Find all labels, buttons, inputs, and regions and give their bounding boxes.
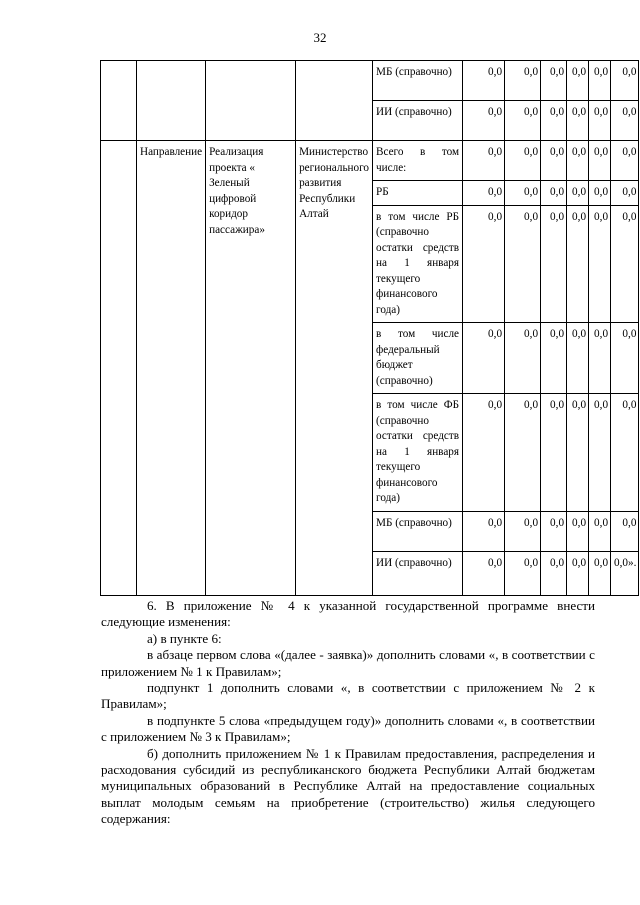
value-cell: 0,0 <box>611 511 639 551</box>
page-number: 32 <box>313 30 327 45</box>
value-cell: 0,0 <box>463 511 505 551</box>
value-cell: 0,0 <box>611 394 639 512</box>
executor-cell: Министерство регионального развития Республики Алтай <box>296 141 373 596</box>
funding-source-label: в том числе ФБ (справочно остатки средств на 1 января текущего финансового года) <box>373 394 463 512</box>
empty-cell <box>296 61 373 141</box>
body-text <box>101 598 595 828</box>
value-cell: 0,0 <box>589 205 611 323</box>
value-cell: 0,0 <box>567 394 589 512</box>
funding-source-label: ИИ (справочно) <box>373 101 463 141</box>
value-cell: 0,0 <box>611 181 639 206</box>
value-cell: 0,0 <box>589 141 611 181</box>
funding-source-label: Всего в том числе: <box>373 141 463 181</box>
value-cell: 0,0 <box>505 394 541 512</box>
value-cell: 0,0 <box>505 101 541 141</box>
value-cell: 0,0 <box>541 141 567 181</box>
paragraph-4: подпункт 1 дополнить словами «, в соответствии с приложением № 2 к Правилам»; <box>101 680 595 712</box>
value-cell: 0,0 <box>611 61 639 101</box>
empty-cell <box>101 141 137 596</box>
value-cell: 0,0 <box>611 323 639 394</box>
empty-cell <box>137 61 206 141</box>
value-cell: 0,0 <box>589 323 611 394</box>
value-cell: 0,0 <box>567 205 589 323</box>
value-cell: 0,0 <box>567 323 589 394</box>
value-cell: 0,0 <box>541 551 567 595</box>
value-cell: 0,0 <box>505 205 541 323</box>
value-cell: 0,0 <box>541 511 567 551</box>
activity-type-cell: Направление <box>137 141 206 596</box>
funding-source-label: МБ (справочно) <box>373 511 463 551</box>
value-cell: 0,0 <box>567 101 589 141</box>
value-cell: 0,0 <box>463 205 505 323</box>
value-cell: 0,0 <box>567 511 589 551</box>
value-cell: 0,0 <box>463 551 505 595</box>
funding-source-label: в том числе федеральный бюджет (справочно) <box>373 323 463 394</box>
paragraph-3: в абзаце первом слова «(далее - заявка)» дополнить словами «, в соответствии с приложением № 1 к Правилам»; <box>101 647 595 679</box>
empty-cell <box>101 61 137 141</box>
value-cell: 0,0 <box>589 394 611 512</box>
value-cell: 0,0 <box>541 394 567 512</box>
value-cell: 0,0 <box>505 551 541 595</box>
value-cell: 0,0 <box>611 205 639 323</box>
table-row <box>101 61 639 101</box>
value-cell: 0,0 <box>589 61 611 101</box>
value-cell: 0,0 <box>463 181 505 206</box>
value-cell: 0,0 <box>589 181 611 206</box>
value-cell: 0,0 <box>463 141 505 181</box>
value-cell: 0,0 <box>541 61 567 101</box>
table-row <box>101 141 639 181</box>
value-cell: 0,0 <box>541 181 567 206</box>
value-cell: 0,0 <box>567 551 589 595</box>
value-cell: 0,0 <box>567 181 589 206</box>
paragraph-6: б) дополнить приложением № 1 к Правилам предоставления, распределения и расходования субсидий из республиканского бюджета Республики Алтай бюджетам муниципальных образований в Республике Алтай на предоставление социальных выплат молодым семьям на приобретение (строительство) жилья следующего содержания: <box>101 745 595 827</box>
value-cell: 0,0 <box>505 511 541 551</box>
paragraph-5: в подпункте 5 слова «предыдущем году)» дополнить словами «, в соответствии с приложением № 3 к Правилам»; <box>101 712 595 745</box>
paragraph-2: а) в пункте 6: <box>147 630 222 646</box>
value-cell: 0,0 <box>541 101 567 141</box>
value-cell: 0,0 <box>541 205 567 323</box>
value-cell: 0,0 <box>505 181 541 206</box>
value-cell: 0,0 <box>505 61 541 101</box>
value-cell: 0,0 <box>589 511 611 551</box>
value-cell: 0,0 <box>567 61 589 101</box>
budget-table <box>100 60 639 596</box>
value-cell: 0,0 <box>589 551 611 595</box>
value-cell: 0,0 <box>567 141 589 181</box>
funding-source-label: РБ <box>373 181 463 206</box>
value-cell: 0,0 <box>463 61 505 101</box>
value-cell: 0,0 <box>505 323 541 394</box>
value-cell: 0,0 <box>541 323 567 394</box>
value-cell: 0,0». <box>611 551 639 595</box>
paragraph-1: 6. В приложение № 4 к указанной государственной программе внести следующие изменения: <box>101 598 595 630</box>
funding-source-label: ИИ (справочно) <box>373 551 463 595</box>
value-cell: 0,0 <box>463 394 505 512</box>
funding-source-label: МБ (справочно) <box>373 61 463 101</box>
value-cell: 0,0 <box>505 141 541 181</box>
activity-name-cell: Реализация проекта « Зеленый цифровой коридор пассажира» <box>206 141 296 596</box>
value-cell: 0,0 <box>463 323 505 394</box>
funding-source-label: в том числе РБ (справочно остатки средств на 1 января текущего финансового года) <box>373 205 463 323</box>
value-cell: 0,0 <box>589 101 611 141</box>
value-cell: 0,0 <box>611 141 639 181</box>
empty-cell <box>206 61 296 141</box>
value-cell: 0,0 <box>611 101 639 141</box>
value-cell: 0,0 <box>463 101 505 141</box>
